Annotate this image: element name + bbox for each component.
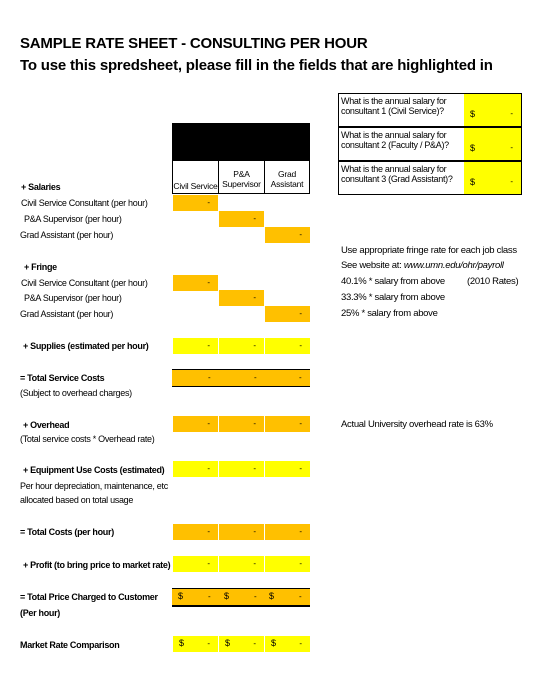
- profit-pa-input[interactable]: [219, 556, 264, 572]
- supplies-grad-value: -: [299, 341, 302, 350]
- total-costs-pa-cell: [219, 524, 264, 540]
- salary-civil-cell: [173, 195, 218, 211]
- question-3-text: [341, 164, 465, 184]
- total-price-civil-value: -: [208, 592, 211, 601]
- total-service-pa-value: -: [254, 373, 257, 382]
- fringe-pa-cell: [219, 290, 264, 306]
- overhead-pa-cell: [219, 416, 264, 432]
- column-header-pa-supervisor: [218, 160, 265, 194]
- question-2-text: [341, 130, 465, 150]
- salary-row-pa-label: P&A Supervisor (per hour): [24, 214, 122, 224]
- market-pa-currency: $: [225, 638, 231, 648]
- question-2-line1: What is the annual salary for: [341, 130, 447, 140]
- question-3-line2: consultant 3 (Grad Assistant)?: [341, 174, 453, 184]
- header-black-bar: [172, 123, 310, 160]
- market-civil-value: -: [207, 639, 210, 648]
- supplies-civil-input[interactable]: [173, 338, 218, 354]
- overhead-pa-value: -: [253, 419, 256, 428]
- supplies-civil-value: -: [207, 341, 210, 350]
- salary-input-1-currency: $: [470, 109, 476, 119]
- page-title: SAMPLE RATE SHEET - CONSULTING PER HOUR: [20, 35, 368, 52]
- equipment-pa-value: -: [253, 464, 256, 473]
- total-costs-civil-value: -: [207, 527, 210, 536]
- salary-input-3[interactable]: [464, 162, 521, 194]
- overhead-civil-cell: [173, 416, 218, 432]
- total-costs-civil-cell: [173, 524, 218, 540]
- fringe-civil-value: -: [207, 278, 210, 287]
- question-2-line2: consultant 2 (Faculty / P&A)?: [341, 140, 449, 150]
- fringe-rate-civil: 40.1% * salary from above: [341, 276, 445, 287]
- salaries-label: + Salaries: [21, 182, 61, 192]
- total-price-pa-currency: $: [224, 591, 230, 601]
- salary-input-3-currency: $: [470, 177, 476, 187]
- fringe-rate-year: (2010 Rates): [467, 276, 519, 287]
- total-costs-grad-value: -: [299, 527, 302, 536]
- total-price-label: = Total Price Charged to Customer: [20, 592, 158, 602]
- profit-pa-value: -: [253, 559, 256, 568]
- fringe-note-line1: Use appropriate fringe rate for each job class: [341, 245, 517, 256]
- fringe-row-pa-label: P&A Supervisor (per hour): [24, 293, 122, 303]
- question-1-line2: consultant 1 (Civil Service)?: [341, 106, 444, 116]
- overhead-label: + Overhead: [23, 420, 70, 430]
- fringe-rate-pa: 33.3% * salary from above: [341, 292, 445, 303]
- salary-input-3-value: -: [510, 177, 513, 186]
- equipment-grad-value: -: [299, 464, 302, 473]
- overhead-grad-cell: [265, 416, 310, 432]
- column-header-civil-service-label: Civil Service: [173, 181, 218, 191]
- market-civil-currency: $: [179, 638, 185, 648]
- market-pa-input[interactable]: [219, 636, 264, 652]
- total-price-row: [172, 588, 310, 607]
- profit-civil-input[interactable]: [173, 556, 218, 572]
- fringe-rate-grad: 25% * salary from above: [341, 308, 438, 319]
- total-service-label: = Total Service Costs: [20, 373, 105, 383]
- salary-input-1[interactable]: [464, 94, 521, 126]
- market-grad-input[interactable]: [265, 636, 310, 652]
- salary-input-2-currency: $: [470, 143, 476, 153]
- fringe-pa-value: -: [253, 293, 256, 302]
- overhead-sub: (Total service costs * Overhead rate): [20, 434, 155, 444]
- column-header-grad-line2: Assistant: [270, 179, 304, 189]
- salary-civil-value: -: [207, 198, 210, 207]
- equipment-grad-input[interactable]: [265, 461, 310, 477]
- total-service-civil-value: -: [208, 373, 211, 382]
- fringe-civil-cell: [173, 275, 218, 291]
- equipment-sub2: allocated based on total usage: [20, 495, 134, 505]
- total-price-civil-currency: $: [178, 591, 184, 601]
- fringe-row-civil-label: Civil Service Consultant (per hour): [21, 278, 148, 288]
- question-3-line1: What is the annual salary for: [341, 164, 447, 174]
- equipment-sub1: Per hour depreciation, maintenance, etc: [20, 481, 168, 491]
- fringe-note-prefix: See website at:: [341, 260, 402, 271]
- salary-grad-value: -: [299, 230, 302, 239]
- supplies-grad-input[interactable]: [265, 338, 310, 354]
- equipment-label: + Equipment Use Costs (estimated): [23, 465, 165, 475]
- market-grad-value: -: [299, 639, 302, 648]
- column-header-grad-assistant: [264, 160, 310, 194]
- total-service-row: [172, 369, 310, 387]
- salary-pa-cell: [219, 211, 264, 227]
- fringe-label: + Fringe: [24, 262, 57, 272]
- salary-row-civil-label: Civil Service Consultant (per hour): [21, 198, 148, 208]
- total-price-sub: (Per hour): [20, 608, 61, 618]
- question-1-text: [341, 96, 465, 116]
- salary-input-2[interactable]: [464, 128, 521, 160]
- salary-pa-value: -: [253, 214, 256, 223]
- salary-grad-cell: [265, 227, 310, 243]
- total-price-pa-value: -: [254, 592, 257, 601]
- overhead-civil-value: -: [207, 419, 210, 428]
- salary-row-grad-label: Grad Assistant (per hour): [20, 230, 114, 240]
- salary-input-1-value: -: [510, 109, 513, 118]
- total-costs-grad-cell: [265, 524, 310, 540]
- profit-civil-value: -: [207, 559, 210, 568]
- market-grad-currency: $: [271, 638, 277, 648]
- equipment-pa-input[interactable]: [219, 461, 264, 477]
- market-pa-value: -: [253, 639, 256, 648]
- equipment-civil-value: -: [207, 464, 210, 473]
- column-header-pa-line1: P&A: [233, 169, 250, 179]
- column-header-pa-line2: Supervisor: [222, 179, 261, 189]
- fringe-grad-value: -: [299, 309, 302, 318]
- fringe-grad-cell: [265, 306, 310, 322]
- total-costs-label: = Total Costs (per hour): [20, 527, 114, 537]
- market-civil-input[interactable]: [173, 636, 218, 652]
- market-rate-label: Market Rate Comparison: [20, 640, 120, 650]
- total-service-grad-value: -: [299, 373, 302, 382]
- profit-grad-input[interactable]: [265, 556, 310, 572]
- supplies-label: + Supplies (estimated per hour): [23, 341, 149, 351]
- total-price-grad-value: -: [299, 592, 302, 601]
- fringe-note-line2: [341, 260, 504, 271]
- page-subtitle: To use this spredsheet, please fill in the fields that are highlighted in: [20, 57, 493, 74]
- overhead-grad-value: -: [299, 419, 302, 428]
- total-costs-pa-value: -: [253, 527, 256, 536]
- column-header-civil-service: [172, 160, 219, 194]
- profit-label: + Profit (to bring price to market rate): [23, 560, 171, 570]
- equipment-civil-input[interactable]: [173, 461, 218, 477]
- fringe-row-grad-label: Grad Assistant (per hour): [20, 309, 114, 319]
- total-service-sub: (Subject to overhead charges): [20, 388, 132, 398]
- supplies-pa-input[interactable]: [219, 338, 264, 354]
- overhead-note: Actual University overhead rate is 63%: [341, 419, 493, 430]
- total-price-grad-currency: $: [269, 591, 275, 601]
- fringe-url-link[interactable]: www.umn.edu/ohr/payroll: [403, 260, 504, 271]
- salary-input-2-value: -: [510, 143, 513, 152]
- question-1-line1: What is the annual salary for: [341, 96, 447, 106]
- column-header-grad-line1: Grad: [277, 169, 297, 179]
- supplies-pa-value: -: [253, 341, 256, 350]
- profit-grad-value: -: [299, 559, 302, 568]
